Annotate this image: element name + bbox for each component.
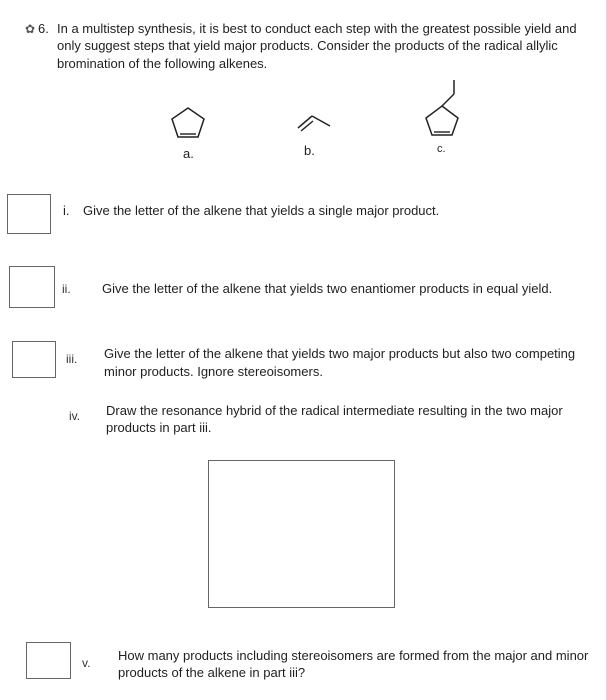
part-iv-numeral: iv. xyxy=(69,409,81,423)
part-i-text: Give the letter of the alkene that yields a single major product. xyxy=(83,203,440,218)
part-v-line-2: products of the alkene in part iii? xyxy=(118,665,306,680)
question-line-1: In a multistep synthesis, it is best to conduct each step with the greatest possible yield and xyxy=(57,21,577,36)
structure-c-label: c. xyxy=(437,143,446,155)
question-number: 6. xyxy=(38,21,49,36)
favorite-star-icon[interactable]: ✿ xyxy=(25,22,36,36)
part-ii-text: Give the letter of the alkene that yields two enantiomer products in equal yield. xyxy=(102,281,553,296)
answer-box-part-ii[interactable] xyxy=(9,266,55,308)
part-ii-numeral: ii. xyxy=(62,282,71,296)
answer-box-part-i[interactable] xyxy=(7,194,51,234)
part-i-numeral: i. xyxy=(63,203,70,218)
structure-a-label: a. xyxy=(183,146,194,161)
structure-a-cyclopentene xyxy=(168,106,208,142)
answer-box-part-v[interactable] xyxy=(26,642,71,679)
structure-c-ethylcyclopentene xyxy=(418,78,462,142)
part-iv-line-2: products in part iii. xyxy=(106,420,212,435)
question-line-2: only suggest steps that yield major products. Consider the products of the radical allylic xyxy=(57,38,558,53)
part-iii-line-1: Give the letter of the alkene that yields two major products but also two competing xyxy=(104,346,576,361)
structure-b-label: b. xyxy=(304,143,315,158)
answer-box-part-iii[interactable] xyxy=(12,341,56,378)
part-v-line-1: How many products including stereoisomers are formed from the major and minor xyxy=(118,648,589,663)
part-iv-line-1: Draw the resonance hybrid of the radical intermediate resulting in the two major xyxy=(106,403,563,418)
structure-b-propene xyxy=(296,112,336,136)
drawing-area-part-iv[interactable] xyxy=(208,460,395,608)
question-line-3: bromination of the following alkenes. xyxy=(57,56,268,71)
part-iii-numeral: iii. xyxy=(66,352,78,366)
part-v-numeral: v. xyxy=(82,656,91,670)
part-iii-line-2: minor products. Ignore stereoisomers. xyxy=(104,364,323,379)
